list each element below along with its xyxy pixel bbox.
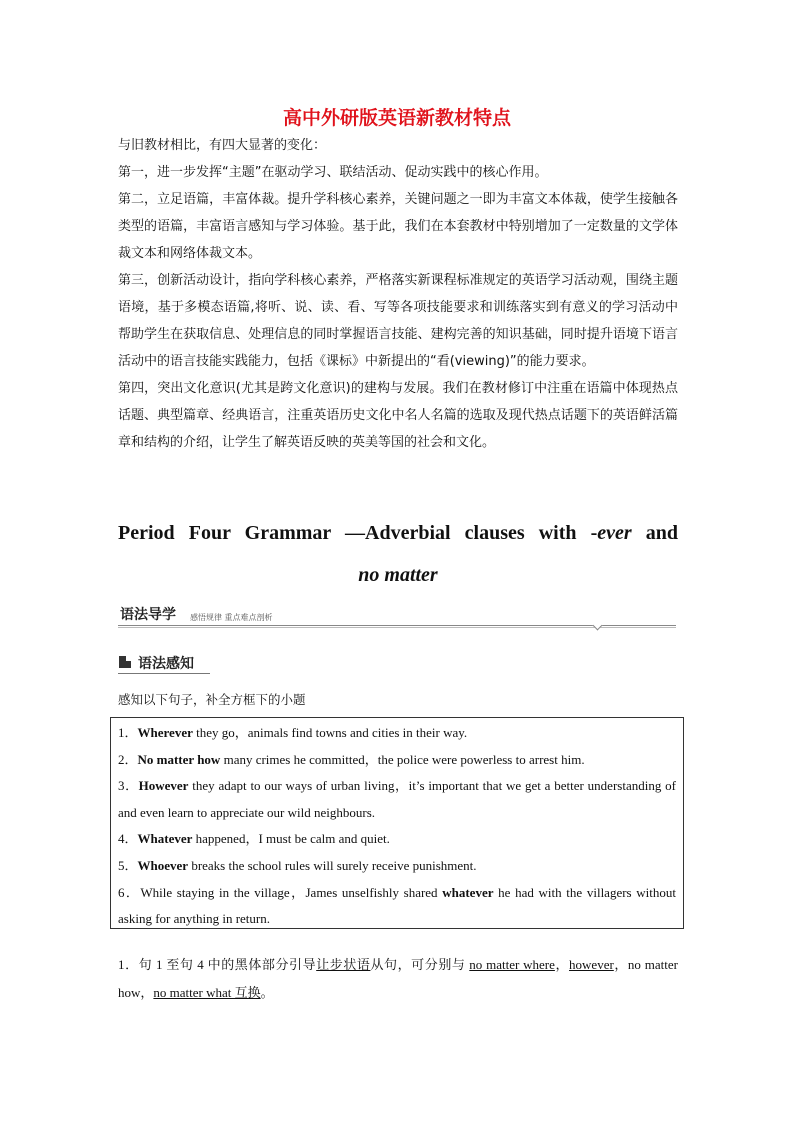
- divider-notch-icon: [593, 621, 603, 631]
- section-header: [118, 601, 676, 627]
- intro-paragraph: 第四，突出文化意识(尤其是跨文化意识)的建构与发展。我们在教材修订中注重在语篇中体现热点话题、典型篇章、经典语言，注重英语历史文化中名人名篇的选取及现代热点话题下的英语鲜活篇章和结构的介绍，让学生了解英语反映的英美等国的社会和文化。: [118, 381, 678, 450]
- answer-blank: no matter what 互换: [153, 985, 261, 1000]
- subsection-underline: [118, 673, 210, 674]
- period-heading-line1: [118, 512, 678, 554]
- period-title-ever: ever: [597, 522, 632, 544]
- section-label: 语法导学: [120, 607, 176, 623]
- intro-text: [118, 132, 678, 456]
- period-heading: [118, 512, 678, 596]
- sentence-item: 1．Wherever they go，animals find towns and cities in their way.: [118, 725, 468, 740]
- example-sentences-box: [110, 717, 684, 929]
- period-title-no-matter: no matter: [358, 564, 438, 586]
- intro-paragraph: 第一，进一步发挥“主题”在驱动学习、联结活动、促动实践中的核心作用。: [118, 165, 548, 180]
- period-title-text: Period Four Grammar —Adverbial clauses with -: [118, 522, 598, 544]
- page-title: 高中外研版英语新教材特点: [282, 107, 511, 129]
- answer-blank: 让步状语: [316, 957, 371, 972]
- section-sublabel: 感悟规律 重点难点剖析: [190, 613, 273, 622]
- sentence-item: 5．Whoever breaks the school rules will surely receive punishment.: [118, 857, 477, 873]
- question-1: 1．句 1 至句 4 中的黑体部分引导让步状语从句，可分别与 no matter where，however，no matter how，no matter what 互换。: [118, 957, 678, 1000]
- subsection-header: [118, 652, 210, 674]
- intro-paragraph: 与旧教材相比，有四大显著的变化：: [118, 138, 327, 153]
- instruction-text: 感知以下句子，补全方框下的小题: [118, 692, 306, 707]
- subsection-label: 语法感知: [138, 656, 194, 672]
- intro-paragraph: 第二，立足语篇，丰富体裁。提升学科核心素养，关键问题之一即为丰富文本体裁，使学生接触各类型的语篇，丰富语言感知与学习体验。基于此，我们在本套教材中特别增加了一定数量的文学体裁文本和网络体裁文本。: [118, 192, 678, 261]
- sentence-item: 4．Whatever happened，I must be calm and quiet.: [118, 831, 390, 847]
- sentence-item: 6．While staying in the village，James unselfishly shared whatever he had with the villagers without asking for anything in return.: [118, 884, 676, 927]
- answer-blank: however: [569, 957, 614, 972]
- sentence-item: 2．No matter how many crimes he committed，the police were powerless to arrest him.: [118, 751, 585, 767]
- period-heading-line2: [118, 554, 678, 596]
- section-divider-secondary: [118, 627, 676, 628]
- answer-blank: no matter where: [469, 957, 555, 972]
- intro-paragraph: 第三，创新活动设计，指向学科核心素养，严格落实新课程标准规定的英语学习活动观，围绕主题语境，基于多模态语篇,将听、说、读、看、写等各项技能要求和训练落实到有意义的学习活动中帮助学生在获取信息、处理信息的同时掌握语言技能、建构完善的知识基础，同时提升语境下语言活动中的语言技能实践能力，包括《课标》中新提出的“看(viewing)”的能力要求。: [118, 273, 678, 369]
- square-bullet-icon: [119, 656, 131, 668]
- period-title-and: and: [631, 522, 678, 544]
- sentence-item: 3．However they adapt to our ways of urban living，it’s important that we get a better understanding of and even learn to appreciate our wild neighbours.: [118, 778, 676, 820]
